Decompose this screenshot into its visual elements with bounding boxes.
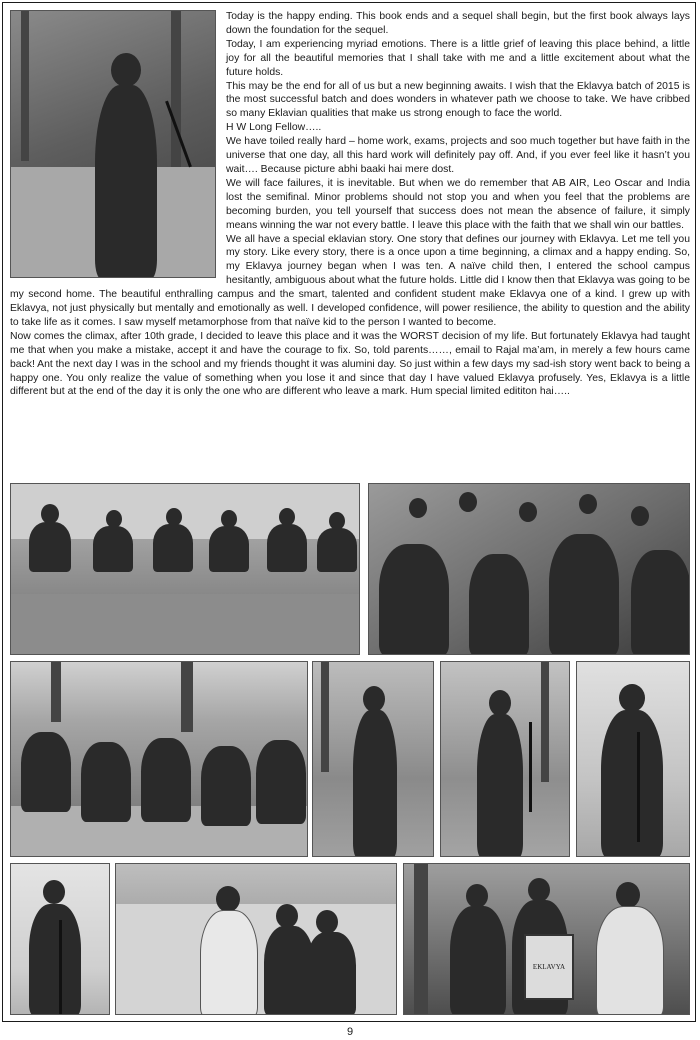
photo-boy-at-mic	[576, 661, 690, 857]
paragraph-2: Today, I am experiencing myriad emotions. There is a little grief of leaving this place behind, a little joy for all the beautiful memories that I shall take with me and a little excitement about what the future holds.	[226, 38, 690, 78]
photo-boy-with-mic-stand	[10, 863, 110, 1015]
photo-boy-standing	[312, 661, 434, 857]
paragraph-7: We all have a special eklavian story. One story that defines our journey with Eklavya. Let me tell you my story. Like every story, there is a once upon a time beginning, a climax and a happy ending. So, my Eklavya journey began when I was ten. A naïve child then, I entered the school campus hesitantly, ambiguous about what the future holds. Little did I know then that Eklavya was going to be my second home. The beautiful enthralling campus and the smart, talented and confident student make Eklavya one of a kind. I grew up with Eklavya, not just physically but mentally and emotionally as well. I developed confidence, will power resilience, the ability to question and the ability to take life as it comes. I saw myself metamorphose from that naïve kid to the person I wanted to become.	[10, 233, 690, 328]
photo-music-performance	[10, 483, 360, 655]
paragraph-6: We will face failures, it is inevitable. But when we do remember that AB AIR, Leo Oscar and India lost the semifinal. Minor problems should not stop you and when you feel that the problems are becoming burden, you tell yourself that success does not mean the absence of failure, it simply means winning the war not every battle. I leave this place with the faith that we shall win our battles.	[226, 177, 690, 231]
photo-group-activity	[368, 483, 690, 655]
photo-girl-at-mic	[440, 661, 570, 857]
photo-award-ceremony	[115, 863, 397, 1015]
award-plaque	[524, 934, 574, 1000]
photo-plaque-presentation	[403, 863, 690, 1015]
paragraph-8: Now comes the climax, after 10th grade, I decided to leave this place and it was the WORST decision of my life. But fortunately Eklavya had taught me that when you make a mistake, accept it and have the courage to fix. So, told parents……, email to Rajal ma’am, in merely a few hours came back! Ant the next day I was in the school and my friends thought it was alumini day. So just within a few days my sad-ish story went back to being a happy one. You only realize the value of something when you lose it and since that day I have valued Eklavya profusely. Yes, Eklavya is a little different but at the end of the day it is only the one who are different who leave a mark. Hum special limited edititon hai…..	[10, 330, 690, 398]
photo-students-seated	[10, 661, 308, 857]
page-number: 9	[346, 1026, 354, 1038]
paragraph-1: Today is the happy ending. This book ends and a sequel shall begin, but the first book always lays down the foundation for the sequel.	[226, 11, 690, 36]
paragraph-4: H W Long Fellow…..	[226, 122, 322, 134]
plaque-label: EKLAVYA	[532, 963, 566, 971]
article-body	[10, 10, 690, 399]
paragraph-3: This may be the end for all of us but a new beginning awaits. I wish that the Eklavya batch of 2015 is the most successful batch and does wonders in whatever path we choose to take. We have cribbed so many Eklavian qualities that make us strong enough to face the world.	[226, 80, 690, 120]
paragraph-5: We have toiled really hard – home work, exams, projects and soo much together but have faith in the universe that one day, all this hard work will definitely pay off. And, if you ever feel like it hasn’t you wait…. Because picture abhi baaki hai mere dost.	[226, 136, 690, 175]
